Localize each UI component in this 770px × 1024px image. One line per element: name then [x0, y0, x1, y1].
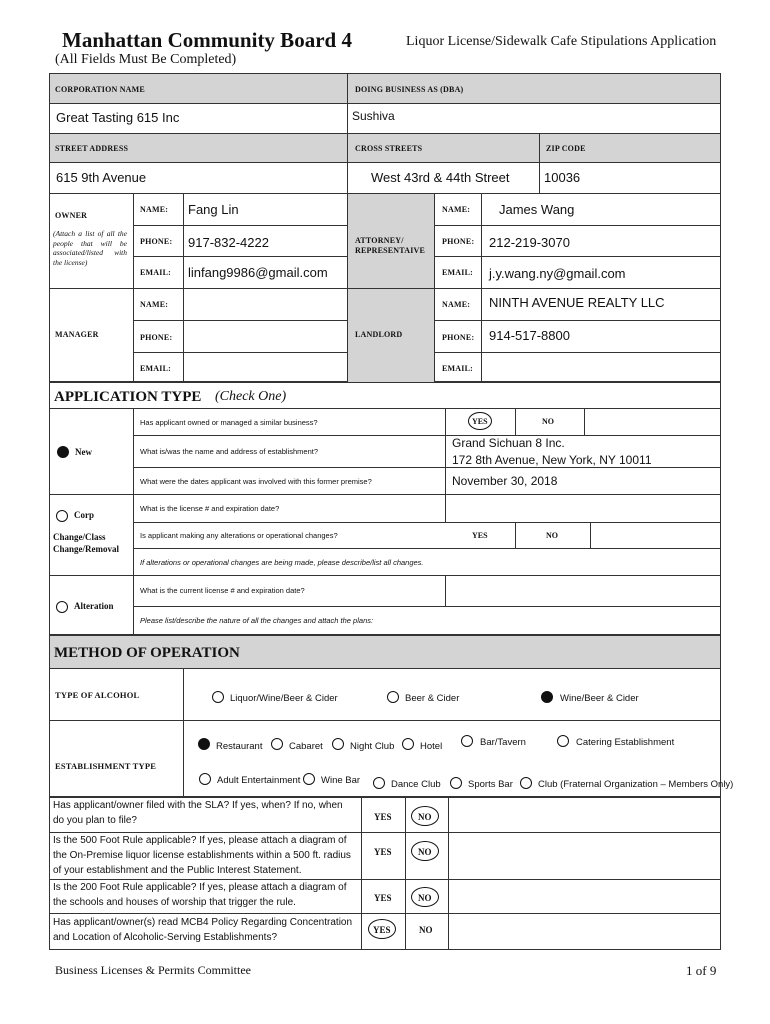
owner-email-field[interactable]: linfang9986@gmail.com [188, 265, 328, 280]
attorney-name-label: NAME: [442, 205, 471, 214]
method-title: METHOD OF OPERATION [54, 645, 240, 661]
form-name: Liquor License/Sidewalk Cafe Stipulations Application [406, 34, 717, 49]
est-catering-radio[interactable] [557, 735, 569, 747]
question-sla-filed: Has applicant/owner filed with the SLA? If yes, when? If no, when do you plan to file? [53, 800, 343, 826]
cross-streets-field[interactable]: West 43rd & 44th Street [371, 170, 510, 185]
est-adult-label: Adult Entertainment [217, 775, 301, 786]
application-type-subtitle: (Check One) [215, 389, 287, 404]
street-field[interactable]: 615 9th Avenue [56, 170, 147, 185]
est-nightclub-radio[interactable] [332, 738, 344, 750]
alteration-label: Alteration [74, 601, 114, 611]
establishment-name-field[interactable]: Grand Sichuan 8 Inc. [452, 436, 565, 450]
q-nature-changes: Please list/describe the nature of all the changes and attach the plans: [140, 616, 374, 625]
q-alterations: Is applicant making any alterations or operational changes? [140, 531, 338, 540]
new-radio[interactable] [57, 446, 69, 458]
attorney-label-2: REPRESENTAIVE [355, 246, 426, 255]
alcohol-liquor-label: Liquor/Wine/Beer & Cider [230, 693, 338, 704]
footer-page: 1 of 9 [686, 963, 717, 978]
q-current-license: What is the current license # and expiration date? [140, 586, 305, 595]
alcohol-liquor-radio[interactable] [212, 691, 224, 703]
rule200-answer[interactable]: NO [418, 893, 432, 903]
est-danceclub-radio[interactable] [373, 777, 385, 789]
est-winebar-label: Wine Bar [321, 775, 361, 786]
board-title: Manhattan Community Board 4 [62, 28, 352, 52]
alterations-yes[interactable]: YES [472, 531, 488, 540]
dba-field[interactable]: Sushiva [352, 109, 395, 123]
alteration-radio[interactable] [56, 601, 68, 613]
manager-name-label: NAME: [140, 300, 169, 309]
attorney-email-field[interactable]: j.y.wang.ny@gmail.com [489, 266, 626, 281]
est-club-label: Club (Fraternal Organization – Members Only) [538, 779, 734, 790]
attorney-email-label: EMAIL: [442, 268, 473, 277]
rule500-yes[interactable]: YES [374, 847, 392, 857]
similar-yes[interactable]: YES [472, 417, 488, 426]
owner-phone-field[interactable]: 917-832-4222 [188, 235, 269, 250]
alcohol-beer-label: Beer & Cider [405, 693, 460, 704]
est-catering-label: Catering Establishment [576, 737, 675, 748]
change-class-label: Change/Class [53, 532, 106, 542]
application-type-title: APPLICATION TYPE [54, 389, 202, 405]
q-name-address: What is/was the name and address of establishment? [140, 447, 319, 456]
landlord-phone-label: PHONE: [442, 333, 475, 342]
est-hotel-radio[interactable] [402, 738, 414, 750]
corp-radio[interactable] [56, 510, 68, 522]
alcohol-wine-radio[interactable] [541, 691, 553, 703]
street-label: STREET ADDRESS [55, 144, 129, 153]
alcohol-wine-label: Wine/Beer & Cider [560, 693, 639, 704]
form-note: (All Fields Must Be Completed) [55, 52, 237, 67]
question-500-foot-rule: Is the 500 Foot Rule applicable? If yes, please attach a diagram of the On-Premise liquor license establishments within a 500 ft. radius of your establishment and the Public Interest Statement. [53, 835, 351, 876]
attorney-phone-label: PHONE: [442, 237, 475, 246]
est-bartavern-radio[interactable] [461, 735, 473, 747]
manager-phone-label: PHONE: [140, 333, 173, 342]
footer-committee: Business Licenses & Permits Committee [55, 963, 251, 977]
similar-no[interactable]: NO [542, 417, 554, 426]
change-removal-label: Change/Removal [53, 544, 119, 554]
owner-phone-label: PHONE: [140, 237, 173, 246]
establishment-type-label: ESTABLISHMENT TYPE [55, 761, 157, 771]
rule200-yes[interactable]: YES [374, 893, 392, 903]
sla-yes[interactable]: YES [374, 812, 392, 822]
policy-answer[interactable]: YES [373, 925, 391, 935]
zip-field[interactable]: 10036 [544, 170, 581, 185]
dba-label: DOING BUSINESS AS (DBA) [355, 85, 464, 94]
alcohol-beer-radio[interactable] [387, 691, 399, 703]
sla-answer[interactable]: NO [418, 812, 432, 822]
q-describe-changes: If alterations or operational changes are being made, please describe/list all changes. [140, 558, 424, 567]
manager-label: MANAGER [55, 330, 99, 339]
q-similar-business: Has applicant owned or managed a similar business? [140, 418, 318, 427]
question-200-foot-rule: Is the 200 Foot Rule applicable? If yes, please attach a diagram of the schools and houses of worship that trigger the rule. [53, 882, 347, 908]
est-club-radio[interactable] [520, 777, 532, 789]
est-danceclub-label: Dance Club [391, 779, 441, 790]
corp-name-field[interactable]: Great Tasting 615 Inc [56, 110, 180, 125]
question-mcb4-policy: Has applicant/owner(s) read MCB4 Policy Regarding Concentration and Location of Alcoholic-Serving Establishments? [53, 917, 353, 943]
est-cabaret-label: Cabaret [289, 741, 323, 752]
landlord-name-label: NAME: [442, 300, 471, 309]
attorney-label: ATTORNEY/ [355, 236, 404, 245]
new-label: New [75, 447, 92, 457]
owner-label: OWNER [55, 211, 88, 220]
dates-field[interactable]: November 30, 2018 [452, 474, 558, 488]
zip-label: ZIP CODE [546, 144, 586, 153]
owner-name-label: NAME: [140, 205, 169, 214]
est-restaurant-label: Restaurant [216, 741, 263, 752]
est-adult-radio[interactable] [199, 773, 211, 785]
q-license-number: What is the license # and expiration date? [140, 504, 280, 513]
landlord-phone-field[interactable]: 914-517-8800 [489, 328, 570, 343]
owner-note: (Attach a list of all the people that will be associated/listed with the license) [53, 229, 127, 267]
est-hotel-label: Hotel [420, 741, 443, 752]
manager-email-label: EMAIL: [140, 364, 171, 373]
corp-name-label: CORPORATION NAME [55, 85, 145, 94]
landlord-label: LANDLORD [355, 330, 403, 339]
corp-label: Corp [74, 510, 94, 520]
est-restaurant-radio[interactable] [198, 738, 210, 750]
est-bartavern-label: Bar/Tavern [480, 737, 526, 748]
attorney-name-field[interactable]: James Wang [499, 202, 575, 217]
alcohol-type-label: TYPE OF ALCOHOL [55, 690, 140, 700]
landlord-name-field[interactable]: NINTH AVENUE REALTY LLC [489, 295, 665, 310]
landlord-email-label: EMAIL: [442, 364, 473, 373]
q-dates: What were the dates applicant was involved with this former premise? [140, 477, 372, 486]
est-sportsbar-label: Sports Bar [468, 779, 513, 790]
cross-streets-label: CROSS STREETS [355, 144, 423, 153]
est-cabaret-radio[interactable] [271, 738, 283, 750]
policy-no[interactable]: NO [419, 925, 433, 935]
est-sportsbar-radio[interactable] [450, 777, 462, 789]
rule500-answer[interactable]: NO [418, 847, 432, 857]
owner-name-field[interactable]: Fang Lin [188, 202, 239, 217]
establishment-address-field[interactable]: 172 8th Avenue, New York, NY 10011 [452, 453, 652, 467]
attorney-phone-field[interactable]: 212-219-3070 [489, 235, 570, 250]
owner-email-label: EMAIL: [140, 268, 171, 277]
alterations-no[interactable]: NO [546, 531, 558, 540]
est-nightclub-label: Night Club [350, 741, 395, 752]
est-winebar-radio[interactable] [303, 773, 315, 785]
